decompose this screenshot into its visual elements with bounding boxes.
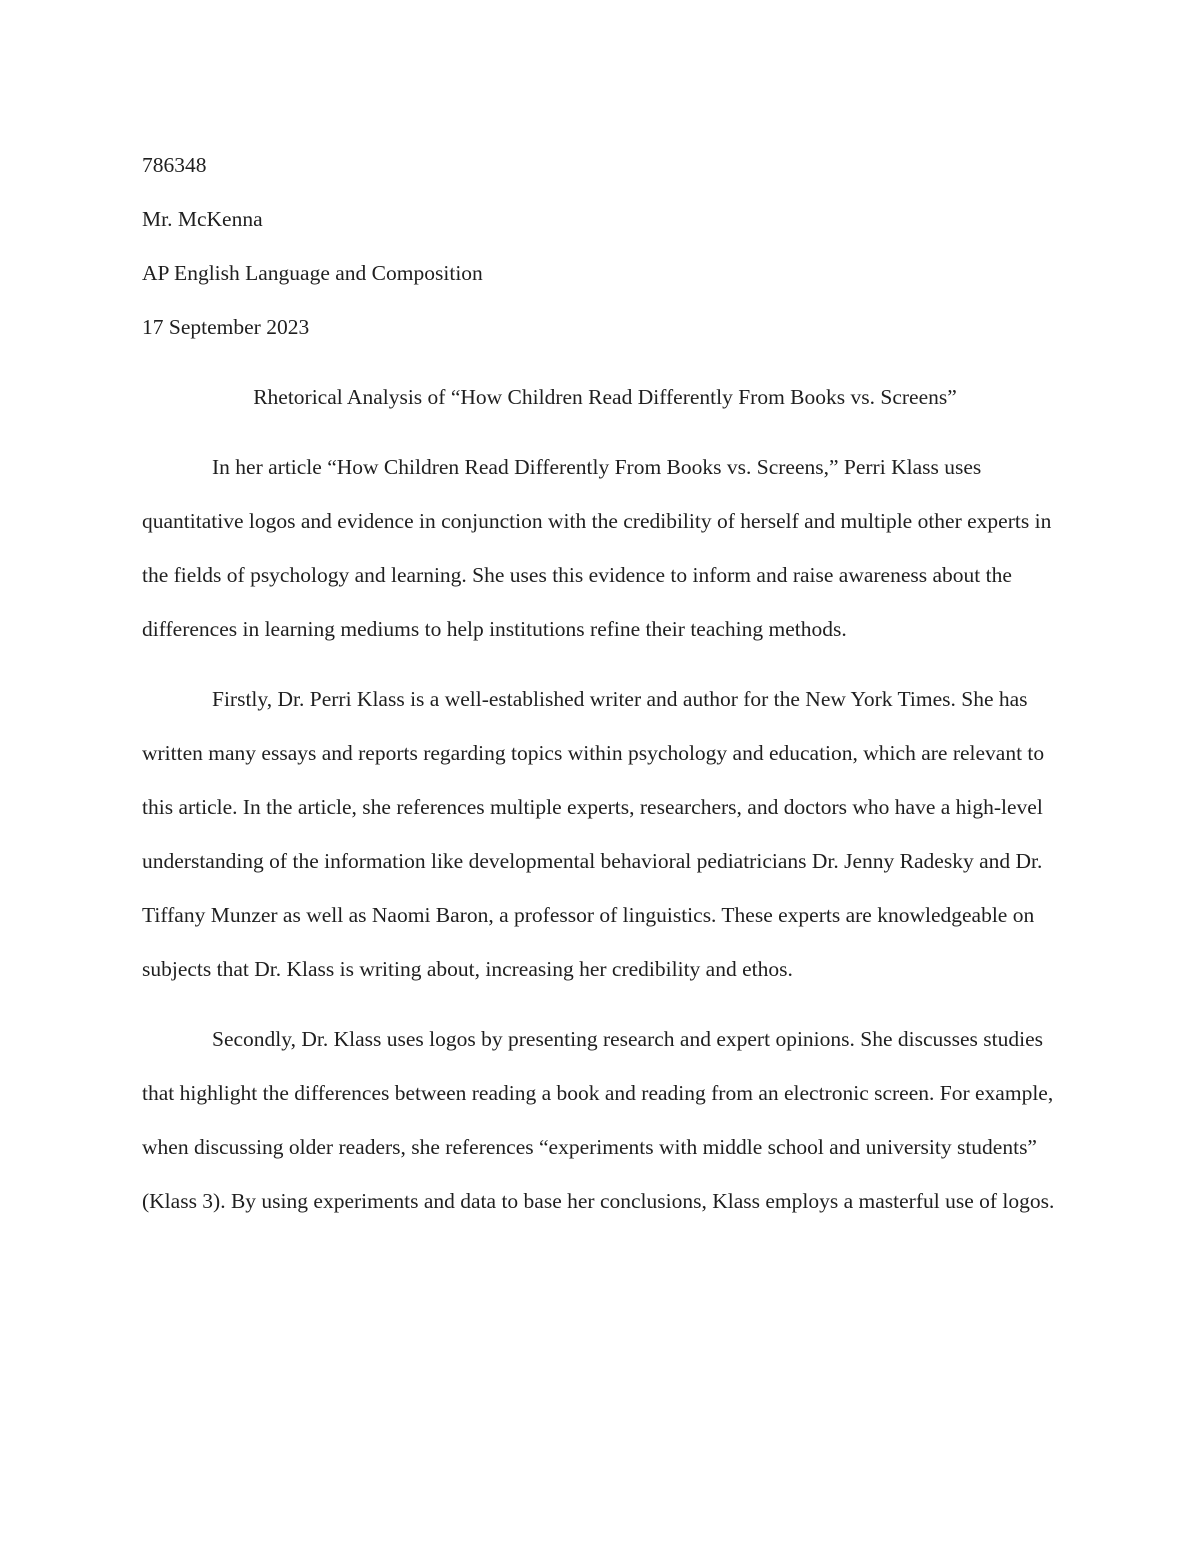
paragraph-intro: In her article “How Children Read Differently From Books vs. Screens,” Perri Klass uses quantitative logos and evidence in conjunction with the credibility of herself and multiple other experts in the fields of psychology and learning. She uses this evidence to inform and raise awareness about the differences in learning mediums to help institutions refine their teaching methods.	[142, 455, 1052, 641]
paragraph-logos: Secondly, Dr. Klass uses logos by presenting research and expert opinions. She discusses studies that highlight the differences between reading a book and reading from an electronic screen. For example, when discussing older readers, she references “experiments with middle school and university students” (Klass 3). By using experiments and data to base her conclusions, Klass employs a masterful use of logos.	[142, 1027, 1055, 1213]
paragraph-ethos: Firstly, Dr. Perri Klass is a well-established writer and author for the New York Times. She has written many essays and reports regarding topics within psychology and education, which are relevant to this article. In the article, she references multiple experts, researchers, and doctors who have a high-level understanding of the information like developmental behavioral pediatricians Dr. Jenny Radesky and Dr. Tiffany Munzer as well as Naomi Baron, a professor of linguistics. These experts are knowledgeable on subjects that Dr. Klass is writing about, increasing her credibility and ethos.	[142, 687, 1045, 981]
student-id: 786348	[142, 153, 207, 177]
teacher-name: Mr. McKenna	[142, 207, 263, 231]
essay-title: Rhetorical Analysis of “How Children Read Differently From Books vs. Screens”	[253, 385, 957, 409]
course-name: AP English Language and Composition	[142, 261, 483, 285]
essay-date: 17 September 2023	[142, 315, 310, 339]
